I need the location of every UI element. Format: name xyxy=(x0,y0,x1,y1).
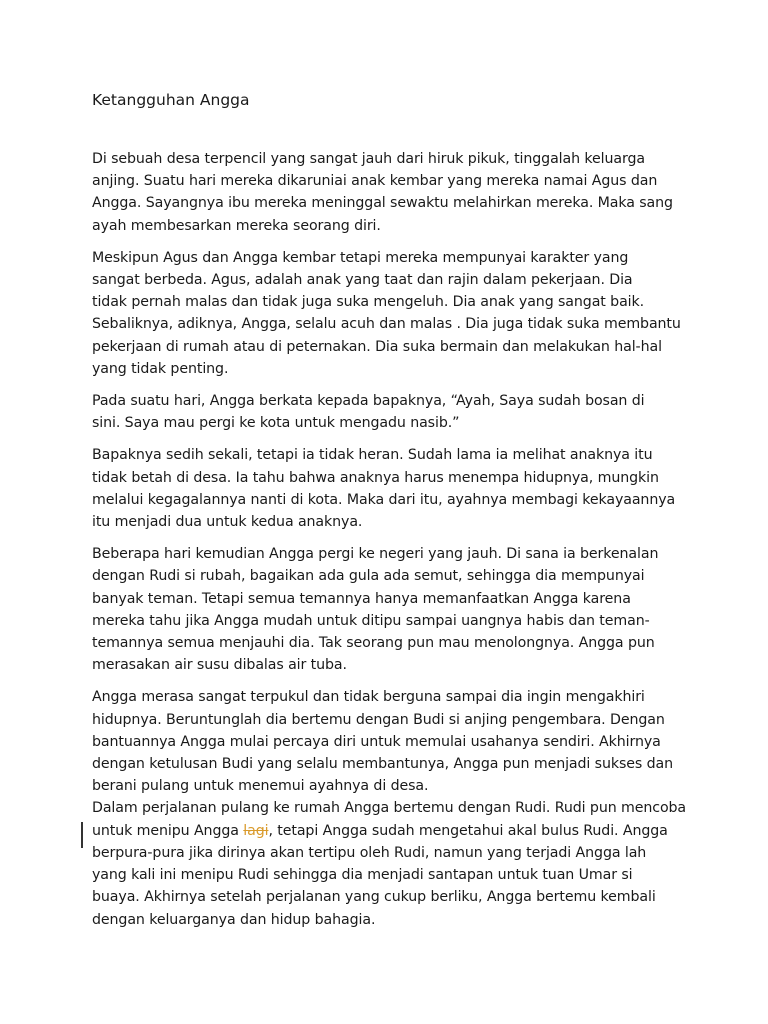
paragraph-line: Di sebuah desa terpencil yang sangat jauh dari hiruk pikuk, tinggalah keluarga xyxy=(92,151,645,167)
paragraph-line: Dalam perjalanan pulang ke rumah Angga bertemu dengan Rudi. Rudi pun mencoba xyxy=(92,800,687,817)
paragraph xyxy=(92,390,692,434)
paragraph-line: yang kali ini menipu Rudi sehingga dia menjadi santapan untuk tuan Umar si xyxy=(92,867,633,884)
paragraph-line: dengan keluarganya dan hidup bahagia. xyxy=(92,911,376,928)
paragraph xyxy=(92,247,692,380)
paragraph-line: Angga merasa sangat terpukul dan tidak berguna sampai dia ingin mengakhiri xyxy=(92,689,645,706)
tracked-deletion: lagi xyxy=(243,822,269,839)
paragraph-line: dengan Rudi si rubah, bagaikan ada gula ada semut, sehingga dia mempunyai xyxy=(92,568,645,585)
line-text-after: , tetapi Angga sudah mengetahui akal bulus Rudi. Angga xyxy=(268,822,668,839)
paragraph-line: mereka tahu jika Angga mudah untuk ditipu sampai uangnya habis dan teman- xyxy=(92,612,650,629)
paragraph-line: melalui kegagalannya nanti di kota. Maka dari itu, ayahnya membagi kekayaannya xyxy=(92,491,676,508)
paragraph-line: Angga. Sayangnya ibu mereka meninggal sewaktu melahirkan mereka. Maka sang xyxy=(92,195,673,212)
paragraph-line-with-revision xyxy=(92,820,692,842)
paragraph-line: tidak pernah malas dan tidak juga suka mengeluh. Dia anak yang sangat baik. xyxy=(92,294,645,311)
paragraph-line: anjing. Suatu hari mereka dikaruniai anak kembar yang mereka namai Agus dan xyxy=(92,173,658,190)
paragraph-line: berani pulang untuk menemui ayahnya di desa. xyxy=(92,778,429,795)
paragraph-line: yang tidak penting. xyxy=(92,360,229,377)
document-title: Ketangguhan Angga xyxy=(92,91,250,109)
paragraph-line: sini. Saya mau pergi ke kota untuk mengadu nasib.” xyxy=(92,415,460,432)
paragraph xyxy=(92,148,692,237)
paragraph-line: pekerjaan di rumah atau di peternakan. Dia suka bermain dan melakukan hal-hal xyxy=(92,338,662,355)
paragraph-line: banyak teman. Tetapi semua temannya hanya memanfaatkan Angga karena xyxy=(92,590,631,607)
paragraph xyxy=(92,686,692,797)
paragraph-line: Sebaliknya, adiknya, Angga, selalu acuh dan malas . Dia juga tidak suka membantu xyxy=(92,316,681,333)
paragraph-last xyxy=(92,797,692,930)
paragraph-line: dengan ketulusan Budi yang selalu membantunya, Angga pun menjadi sukses dan xyxy=(92,756,673,773)
paragraph-line: temannya semua menjauhi dia. Tak seorang pun mau menolongnya. Angga pun xyxy=(92,635,655,652)
paragraph-line: bantuannya Angga mulai percaya diri untuk memulai usahanya sendiri. Akhirnya xyxy=(92,733,661,750)
paragraph-line: buaya. Akhirnya setelah perjalanan yang cukup berliku, Angga bertemu kembali xyxy=(92,889,656,906)
paragraph-line: sangat berbeda. Agus, adalah anak yang taat dan rajin dalam pekerjaan. Dia xyxy=(92,272,633,289)
line-text-before: untuk menipu Angga xyxy=(92,822,244,839)
paragraph-line: Bapaknya sedih sekali, tetapi ia tidak heran. Sudah lama ia melihat anaknya itu xyxy=(92,447,653,464)
paragraph-line: merasakan air susu dibalas air tuba. xyxy=(92,657,347,674)
paragraph-line: ayah membesarkan mereka seorang diri. xyxy=(92,217,381,234)
change-bar-marker xyxy=(81,822,83,848)
document-body xyxy=(92,148,692,931)
paragraph-line: hidupnya. Beruntunglah dia bertemu dengan Budi si anjing pengembara. Dengan xyxy=(92,711,665,728)
paragraph-line: berpura-pura jika dirinya akan tertipu oleh Rudi, namun yang terjadi Angga lah xyxy=(92,844,647,861)
paragraph-line: Meskipun Agus dan Angga kembar tetapi mereka mempunyai karakter yang xyxy=(92,249,629,266)
paragraph xyxy=(92,543,692,676)
paragraph xyxy=(92,444,692,533)
paragraph-list xyxy=(92,148,692,797)
paragraph-line: Pada suatu hari, Angga berkata kepada bapaknya, “Ayah, Saya sudah bosan di xyxy=(92,393,645,410)
paragraph-line: itu menjadi dua untuk kedua anaknya. xyxy=(92,514,363,531)
paragraph-line: Beberapa hari kemudian Angga pergi ke negeri yang jauh. Di sana ia berkenalan xyxy=(92,546,659,563)
paragraph-line: tidak betah di desa. Ia tahu bahwa anaknya harus menempa hidupnya, mungkin xyxy=(92,469,659,486)
